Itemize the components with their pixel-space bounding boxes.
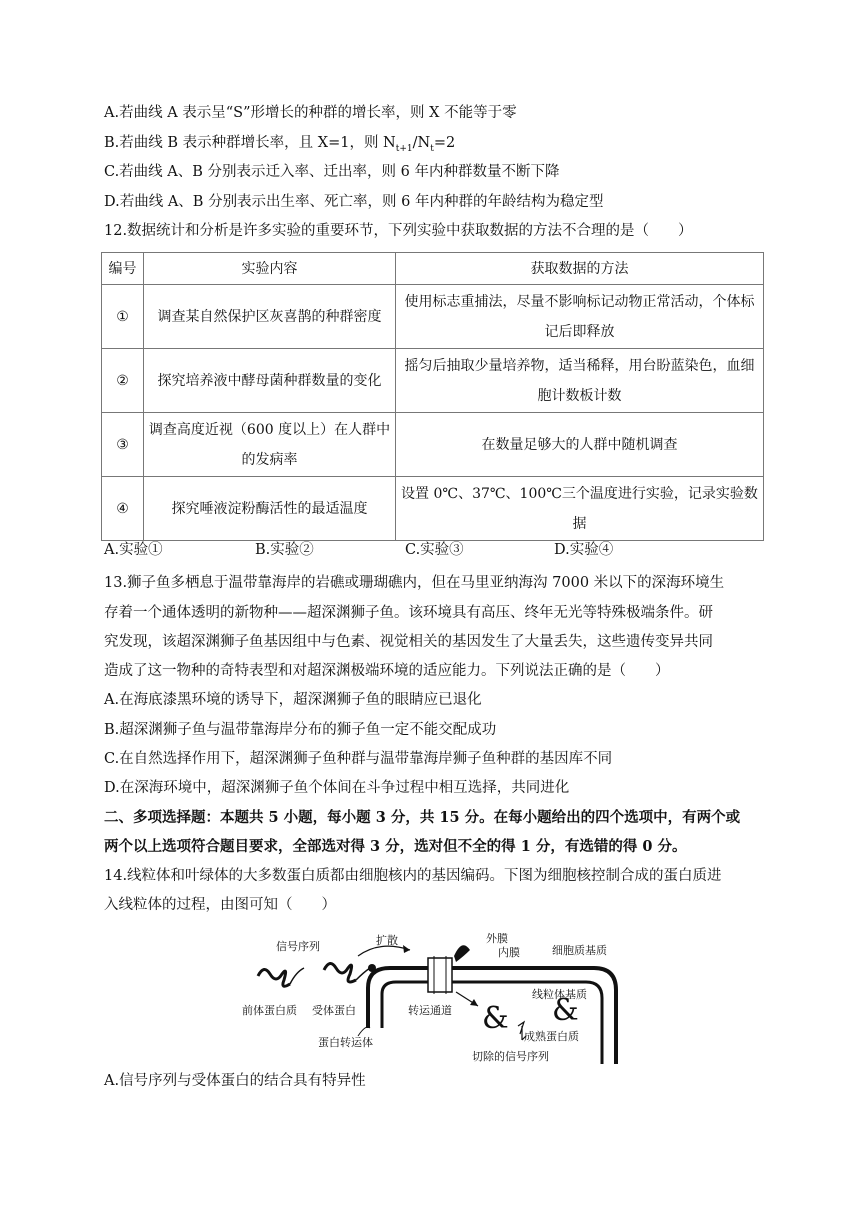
row-content: 调查高度近视（600 度以上）在人群中的发病率	[144, 413, 396, 477]
label-precursor: 前体蛋白质	[242, 1004, 297, 1017]
row-number: ③	[102, 413, 144, 477]
q12-stem: 12.数据统计和分析是许多实验的重要环节，下列实验中获取数据的方法不合理的是（ ）	[104, 223, 693, 239]
outer-membrane-left	[368, 968, 428, 1028]
row-content: 探究培养液中酵母菌种群数量的变化	[144, 349, 396, 413]
q13-option-b: B.超深渊狮子鱼与温带靠海岸分布的狮子鱼一定不能交配成功	[104, 722, 497, 738]
row-method: 在数量足够大的人群中随机调查	[396, 413, 764, 477]
q13-option-a: A.在海底漆黑环境的诱导下，超深渊狮子鱼的眼睛应已退化	[104, 692, 482, 708]
q14-option-a: A.信号序列与受体蛋白的结合具有特异性	[104, 1073, 366, 1089]
signal-sequence	[290, 968, 304, 984]
label-diffusion: 扩散	[376, 934, 398, 947]
label-inner-membrane: 内膜	[498, 946, 520, 959]
q13-stem-line: 存着一个通体透明的新物种——超深渊狮子鱼。该环境具有高压、终年无光等特殊极端条件。研	[104, 605, 713, 621]
mitochondria-import-diagram	[240, 928, 640, 1064]
precursor-protein	[258, 969, 290, 986]
label-cut-signal: 切除的信号序列	[472, 1050, 549, 1063]
table-row	[102, 413, 764, 477]
q11-option-b: B.若曲线 B 表示种群增长率，且 X=1，则 $N_{t+1}/N_t=2$	[104, 135, 456, 154]
section-heading: 二、多项选择题：本题共 5 小题，每小题 3 分，共 15 分。在每小题给出的四个选项中，有两个或	[104, 809, 741, 826]
row-method: 使用标志重捕法，尽量不影响标记动物正常活动，个体标记后即释放	[396, 285, 764, 349]
label-mito-matrix: 线粒体基质	[532, 988, 587, 1001]
row-number: ②	[102, 349, 144, 413]
row-number: ①	[102, 285, 144, 349]
receptor-head	[454, 945, 470, 962]
section-heading: 两个以上选项符合题目要求，全部选对得 3 分，选对但不全的得 1 分，有选错的得 0 分。	[104, 838, 687, 855]
label-signal-sequence: 信号序列	[276, 940, 320, 953]
q12-table	[101, 252, 764, 541]
table-row	[102, 477, 764, 541]
header-cell: 实验内容	[144, 253, 396, 285]
label-channel: 转运通道	[408, 1004, 452, 1017]
q11-option-d: D.若曲线 A、B 分别表示出生率、死亡率，则 6 年内种群的年龄结构为稳定型	[104, 194, 604, 210]
label-receptor: 受体蛋白	[312, 1004, 356, 1017]
row-method: 摇匀后抽取少量培养物，适当稀释，用台盼蓝染色，血细胞计数板计数	[396, 349, 764, 413]
q14-stem-line: 14.线粒体和叶绿体的大多数蛋白质都由细胞核内的基因编码。下图为细胞核控制合成的蛋白质进	[104, 868, 722, 884]
table-row	[102, 349, 764, 413]
label-cytoplasm-matrix: 细胞质基质	[552, 944, 607, 957]
receptor-bound-protein	[324, 963, 356, 982]
row-number: ④	[102, 477, 144, 541]
q13-stem-line: 13.狮子鱼多栖息于温带靠海岸的岩礁或珊瑚礁内，但在马里亚纳海沟 7000 米以下的深海环境生	[104, 575, 725, 591]
q12-option-d: D.实验④	[554, 542, 614, 558]
q11-option-c: C.若曲线 A、B 分别表示迁入率、迁出率，则 6 年内种群数量不断下降	[104, 164, 560, 180]
q12-option-b: B.实验②	[255, 542, 314, 558]
header-cell: 获取数据的方法	[396, 253, 764, 285]
q13-stem-line: 究发现，该超深渊狮子鱼基因组中与色素、视觉相关的基因发生了大量丢失，这些遗传变异共同	[104, 634, 713, 650]
header-cell: 编号	[102, 253, 144, 285]
q12-option-c: C.实验③	[405, 542, 464, 558]
diffusion-arrow	[358, 946, 410, 956]
row-content: 调查某自然保护区灰喜鹊的种群密度	[144, 285, 396, 349]
label-transporter: 蛋白转运体	[318, 1036, 373, 1049]
receptor-dot	[368, 964, 376, 972]
q13-option-d: D.在深海环境中，超深渊狮子鱼个体间在斗争过程中相互选择，共同进化	[104, 780, 570, 796]
matrix-protein: &	[482, 1001, 509, 1036]
label-mature-protein: 成熟蛋白质	[524, 1030, 579, 1043]
mature-protein: &	[552, 993, 579, 1028]
q11-option-a: A.若曲线 A 表示呈“S”形增长的种群的增长率，则 X 不能等于零	[104, 105, 517, 121]
q12-option-a: A.实验①	[104, 542, 163, 558]
row-method: 设置 0℃、37℃、100℃三个温度进行实验，记录实验数据	[396, 477, 764, 541]
table-header-row	[102, 253, 764, 285]
table-row	[102, 285, 764, 349]
label-outer-membrane: 外膜	[486, 932, 508, 945]
transport-channel	[428, 958, 452, 992]
q14-stem-line: 入线粒体的过程，由图可知（ ）	[104, 897, 336, 913]
q13-option-c: C.在自然选择作用下，超深渊狮子鱼种群与温带靠海岸狮子鱼种群的基因库不同	[104, 751, 613, 767]
q13-stem-line: 造成了这一物种的奇特表型和对超深渊极端环境的适应能力。下列说法正确的是（ ）	[104, 663, 670, 679]
row-content: 探究唾液淀粉酶活性的最适温度	[144, 477, 396, 541]
